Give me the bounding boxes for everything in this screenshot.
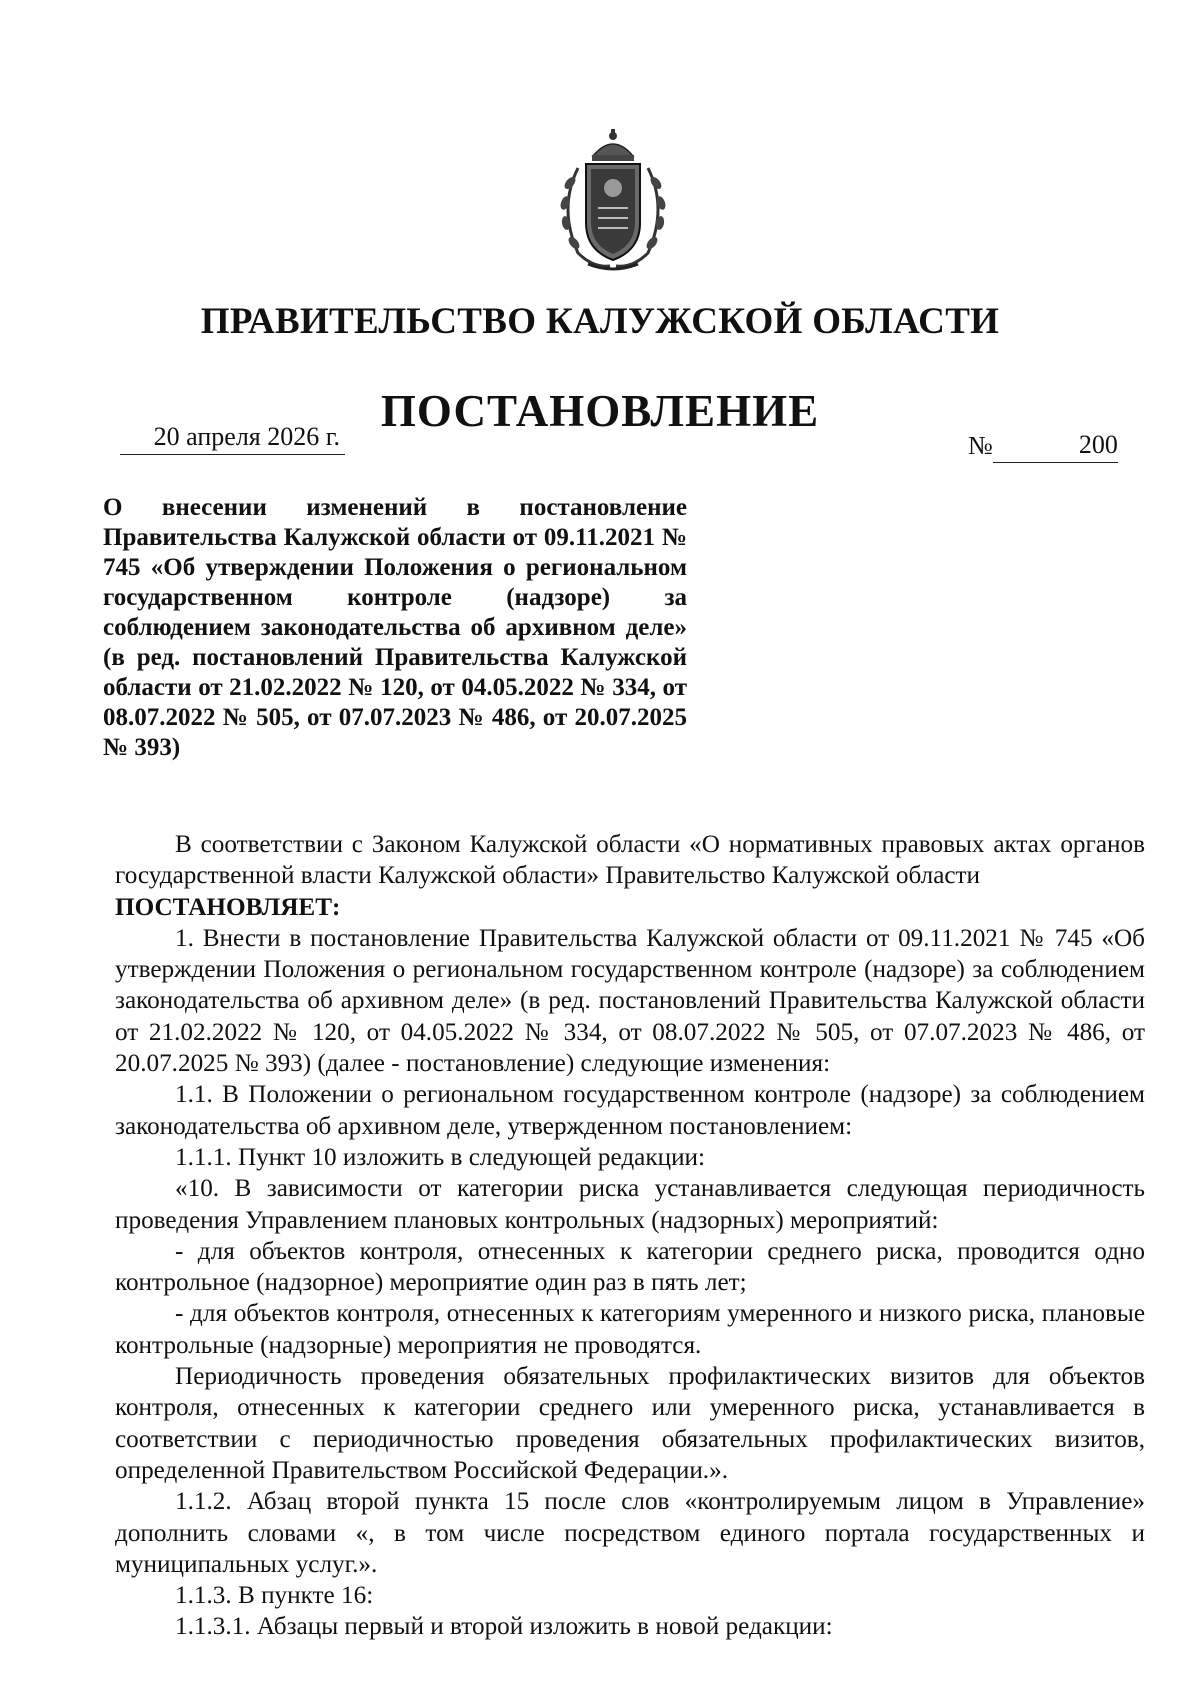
periodicity-paragraph: Периодичность проведения обязательных профилактических визитов для объектов контроля, отнесенных к категории среднего или умеренного риска, устанавливается в соответствии с периодичностью проведения обязательных профилактических визитов, определенной Правительством Российской Федерации.». (115, 1363, 1145, 1484)
coat-of-arms-emblem (548, 128, 678, 273)
document-type-title: ПОСТАНОВЛЕНИЕ (380, 386, 820, 436)
preamble-paragraph: В соответствии с Законом Калужской области «О нормативных правовых актах органов государственной власти Калужской области» Правительство Калужской области (115, 831, 1145, 890)
dash-item-1: - для объектов контроля, отнесенных к категории среднего риска, проводится одно контрольное (надзорное) мероприятие один раз в пять лет; (115, 1237, 1145, 1297)
number-value: 200 (993, 428, 1118, 463)
paragraph-1: 1. Внести в постановление Правительства Калужской области от 09.11.2021 № 745 «Об утверждении Положения о региональном государственном контроле (надзоре) за соблюдением законодательства об архивном деле» (в ред. постановлений Правительства Калужской области от 21.02.2022 № 120, от 04.05.2022 № 334, от 08.07.2022 № 505, от 07.07.2023 № 486, от 20.07.2025 № 393) (далее - постановление) следующие изменения: (115, 924, 1145, 1078)
resolves-heading: ПОСТАНОВЛЯЕТ: (115, 893, 341, 921)
paragraph-1-1: 1.1. В Положении о региональном государственном контроле (надзоре) за соблюдением законодательства об архивном деле, утвержденном постановлением: (115, 1081, 1145, 1140)
subject-text: О внесении изменений в постановление Правительства Калужской области от 09.11.2021 № 745 «Об утверждении Положения о региональном государственном контроле (надзоре) за соблюдением законодательства об архивном деле» (в ред. постановлений Правительства Калужской области от 21.02.2022 № 120, от 04.05.2022 № 334, от 08.07.2022 № 505, от 07.07.2023 № 486, от 20.07.2025 № 393) (103, 494, 687, 761)
dash-item-2: - для объектов контроля, отнесенных к категориям умеренного и низкого риска, плановые контрольные (надзорные) мероприятия не проводятся. (115, 1300, 1145, 1359)
document-number (968, 428, 1118, 463)
document-date: 20 апреля 2026 г. (120, 420, 345, 455)
document-subject (103, 493, 687, 763)
paragraph-1-1-2: 1.1.2. Абзац второй пункта 15 после слов «контролируемым лицом в Управление» дополнить словами «, в том числе посредством единого портала государственных и муниципальных услуг.». (115, 1488, 1145, 1578)
paragraph-1-1-3-1: 1.1.3.1. Абзацы первый и второй изложить в новой редакции: (175, 1613, 833, 1641)
paragraph-10: «10. В зависимости от категории риска устанавливается следующая периодичность проведения Управлением плановых контрольных (надзорных) мероприятий: (115, 1175, 1145, 1234)
paragraph-1-1-3: 1.1.3. В пункте 16: (175, 1582, 374, 1610)
number-label: № (968, 431, 993, 460)
document-body (115, 829, 1145, 1643)
organization-title: ПРАВИТЕЛЬСТВО КАЛУЖСКОЙ ОБЛАСТИ (200, 301, 1000, 342)
paragraph-1-1-1: 1.1.1. Пункт 10 изложить в следующей редакции: (175, 1143, 706, 1171)
